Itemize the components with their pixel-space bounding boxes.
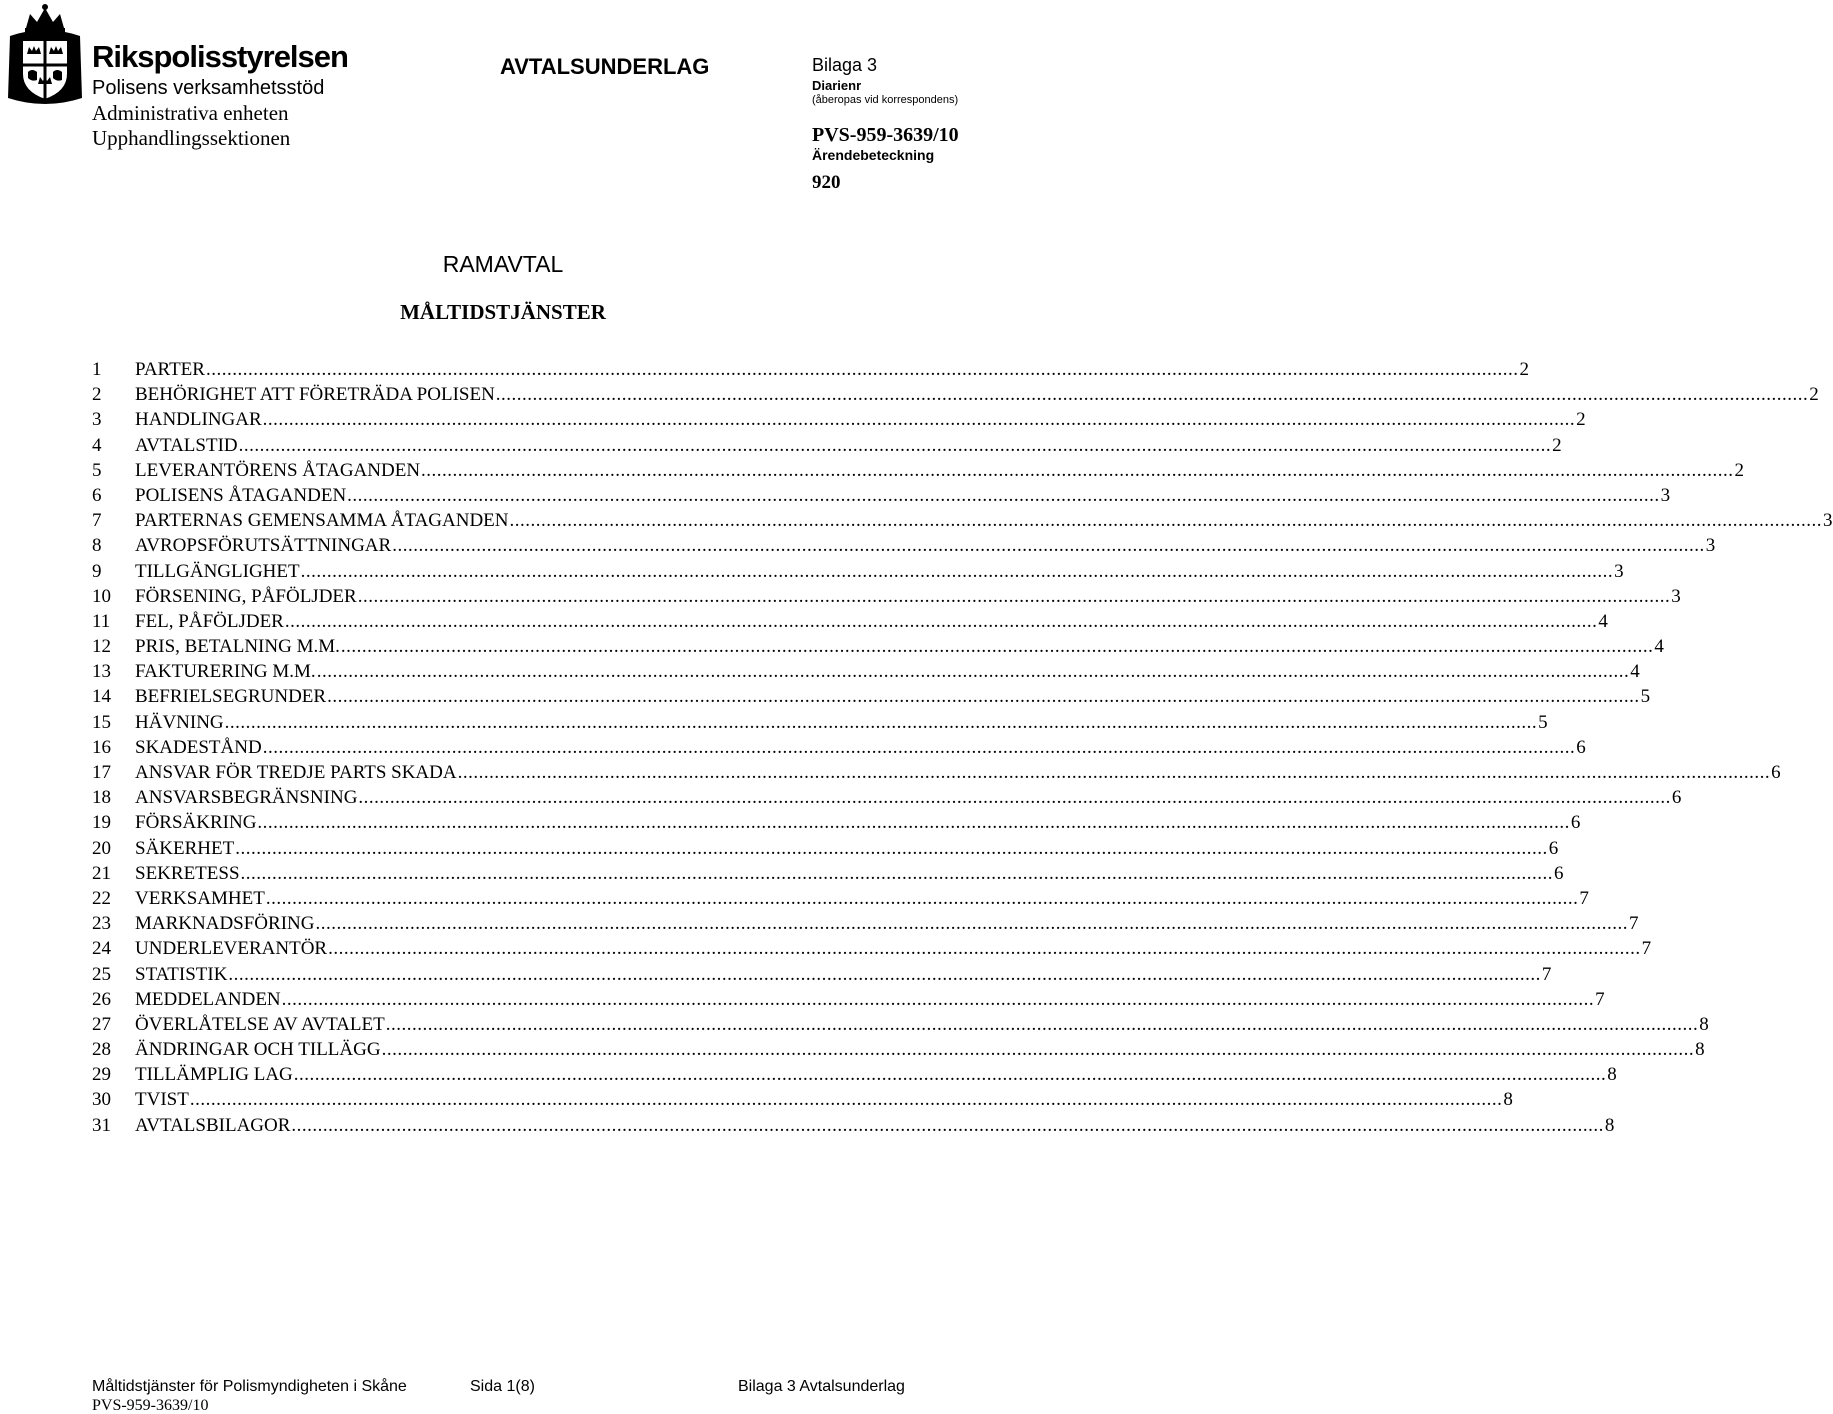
toc-entry-page: 3	[1614, 560, 1624, 582]
toc-entry[interactable]	[92, 836, 1559, 861]
toc-leader-dots: ..........................................................................................................................................................................................................................................................	[328, 938, 1641, 960]
toc-entry-page: 2	[1576, 409, 1586, 431]
toc-entry[interactable]	[92, 508, 1833, 533]
toc-leader-dots: ..........................................................................................................................................................................................................................................................	[238, 434, 1552, 456]
toc-entry-title: SÄKERHET	[135, 837, 235, 859]
toc-leader-dots: ..........................................................................................................................................................................................................................................................	[228, 963, 1541, 985]
toc-entry-number: 2	[92, 384, 102, 406]
page-subtitle: MÅLTIDSTJÄNSTER	[400, 300, 606, 324]
toc-entry-number: 10	[92, 585, 111, 607]
toc-entry-page: 2	[1734, 459, 1745, 481]
toc-leader-dots: ..........................................................................................................................................................................................................................................................	[457, 762, 1771, 783]
table-of-contents	[92, 357, 1833, 1138]
toc-entry-title: HÄVNING	[135, 711, 224, 733]
toc-leader-dots: ..........................................................................................................................................................................................................................................................	[281, 988, 1595, 1010]
toc-entry[interactable]	[92, 861, 1564, 886]
toc-entry-title: ÄNDRINGAR OCH TILLÄGG	[135, 1039, 381, 1061]
toc-entry-page: 6	[1671, 787, 1682, 809]
toc-entry-title: TILLGÄNGLIGHET	[135, 560, 300, 582]
toc-entry[interactable]	[92, 1062, 1617, 1087]
toc-entry[interactable]	[92, 936, 1652, 961]
toc-leader-dots: ..........................................................................................................................................................................................................................................................	[381, 1039, 1695, 1061]
toc-entry[interactable]	[92, 735, 1586, 760]
toc-entry[interactable]	[92, 634, 1664, 659]
toc-entry-number: 8	[92, 535, 102, 557]
toc-entry-title: AVROPSFÖRUTSÄTTNINGAR	[135, 535, 392, 557]
toc-entry[interactable]	[92, 710, 1548, 735]
toc-entry-title: PARTERNAS GEMENSAMMA ÅTAGANDEN	[135, 510, 509, 532]
toc-entry[interactable]	[92, 357, 1529, 382]
toc-entry-number: 14	[92, 686, 111, 708]
toc-leader-dots: ..........................................................................................................................................................................................................................................................	[327, 686, 1640, 708]
toc-entry[interactable]	[92, 433, 1562, 458]
toc-entry-title: AVTALSTID	[135, 434, 238, 456]
toc-leader-dots: ..........................................................................................................................................................................................................................................................	[291, 1114, 1604, 1136]
toc-entry-title: UNDERLEVERANTÖR	[135, 938, 328, 960]
toc-entry-number: 26	[92, 988, 111, 1010]
org-name: Rikspolisstyrelsen	[92, 39, 348, 74]
case-number: PVS-959-3639/10	[812, 124, 959, 146]
toc-leader-dots: ..........................................................................................................................................................................................................................................................	[189, 1089, 1503, 1111]
toc-leader-dots: ..........................................................................................................................................................................................................................................................	[284, 610, 1598, 632]
toc-leader-dots: ..........................................................................................................................................................................................................................................................	[340, 636, 1654, 658]
toc-leader-dots: ..........................................................................................................................................................................................................................................................	[262, 736, 1576, 758]
toc-leader-dots: ..........................................................................................................................................................................................................................................................	[205, 359, 1519, 380]
toc-entry-page: 3	[1705, 535, 1716, 557]
toc-entry-number: 4	[92, 434, 102, 456]
toc-entry-page: 7	[1541, 963, 1552, 985]
toc-entry[interactable]	[92, 684, 1651, 709]
toc-entry-page: 3	[1823, 510, 1833, 532]
toc-entry-title: MARKNADSFÖRING	[135, 913, 315, 935]
case-label: Ärendebeteckning	[812, 147, 935, 163]
toc-entry-title: ÖVERLÅTELSE AV AVTALET	[135, 1013, 385, 1035]
toc-entry-page: 6	[1548, 837, 1559, 859]
toc-entry-page: 4	[1654, 636, 1664, 658]
toc-entry-page: 8	[1607, 1064, 1617, 1086]
footer-reference: PVS-959-3639/10	[92, 1397, 209, 1414]
toc-leader-dots: ..........................................................................................................................................................................................................................................................	[509, 510, 1823, 532]
toc-entry[interactable]	[92, 483, 1671, 508]
toc-entry-number: 13	[92, 661, 111, 683]
toc-entry-title: TVIST	[135, 1089, 189, 1111]
toc-leader-dots: ..........................................................................................................................................................................................................................................................	[385, 1013, 1699, 1035]
toc-entry-title: VERKSAMHET	[135, 887, 265, 909]
toc-entry-title: AVTALSBILAGOR	[135, 1114, 291, 1136]
toc-entry-title: SKADESTÅND	[135, 736, 262, 758]
toc-entry-page: 4	[1598, 610, 1608, 632]
toc-leader-dots: ..........................................................................................................................................................................................................................................................	[421, 459, 1734, 481]
toc-entry-page: 8	[1699, 1013, 1709, 1035]
toc-entry[interactable]	[92, 407, 1586, 432]
toc-entry-title: PRIS, BETALNING M.M.	[135, 636, 340, 658]
coat-of-arms-icon	[4, 2, 86, 110]
toc-leader-dots: ..........................................................................................................................................................................................................................................................	[316, 661, 1630, 683]
toc-entry-number: 1	[92, 359, 102, 380]
toc-entry-page: 2	[1519, 359, 1529, 380]
toc-entry-page: 3	[1671, 585, 1681, 607]
toc-entry-number: 20	[92, 837, 111, 859]
toc-entry-page: 6	[1771, 762, 1781, 783]
toc-entry[interactable]	[92, 810, 1581, 835]
toc-entry[interactable]	[92, 911, 1639, 936]
toc-entry-page: 3	[1660, 484, 1671, 506]
toc-entry-number: 28	[92, 1039, 111, 1061]
toc-leader-dots: ..........................................................................................................................................................................................................................................................	[224, 711, 1538, 733]
toc-entry[interactable]	[92, 382, 1819, 407]
toc-entry-title: LEVERANTÖRENS ÅTAGANDEN	[135, 459, 421, 481]
footer-attachment: Bilaga 3 Avtalsunderlag	[738, 1378, 905, 1395]
toc-entry[interactable]	[92, 659, 1640, 684]
toc-leader-dots: ..........................................................................................................................................................................................................................................................	[257, 812, 1570, 834]
department-name: Administrativa enheten	[92, 101, 289, 125]
toc-leader-dots: ..........................................................................................................................................................................................................................................................	[347, 484, 1660, 506]
toc-entry-title: STATISTIK	[135, 963, 228, 985]
toc-entry-title: FAKTURERING M.M.	[135, 661, 316, 683]
toc-entry-title: SEKRETESS	[135, 862, 240, 884]
toc-entry[interactable]	[92, 962, 1552, 987]
toc-entry-number: 12	[92, 636, 111, 658]
toc-entry-title: ANSVARSBEGRÄNSNING	[135, 787, 358, 809]
toc-entry-title: BEFRIELSEGRUNDER	[135, 686, 327, 708]
footer-page-number: Sida 1(8)	[470, 1378, 535, 1395]
toc-entry-page: 8	[1604, 1114, 1615, 1136]
toc-entry-number: 11	[92, 610, 111, 632]
toc-entry[interactable]	[92, 1012, 1709, 1037]
toc-entry-number: 23	[92, 913, 111, 935]
toc-entry-number: 30	[92, 1089, 111, 1111]
toc-leader-dots: ..........................................................................................................................................................................................................................................................	[300, 560, 1614, 582]
toc-entry-number: 15	[92, 711, 111, 733]
toc-entry-number: 25	[92, 963, 111, 985]
toc-entry-number: 24	[92, 938, 111, 960]
toc-entry[interactable]	[92, 1113, 1615, 1138]
diarienr-note: (åberopas vid korrespondens)	[812, 94, 959, 106]
toc-entry-title: TILLÄMPLIG LAG	[135, 1064, 293, 1086]
toc-entry-number: 16	[92, 736, 111, 758]
toc-entry-number: 3	[92, 409, 102, 431]
toc-entry-page: 7	[1641, 938, 1652, 960]
toc-entry[interactable]	[92, 886, 1589, 911]
toc-entry-title: FÖRSÄKRING	[135, 812, 257, 834]
toc-entry-title: FEL, PÅFÖLJDER	[135, 610, 284, 632]
case-code: 920	[812, 172, 841, 193]
toc-entry[interactable]	[92, 1037, 1705, 1062]
toc-entry-page: 8	[1695, 1039, 1705, 1061]
attachment-label: Bilaga 3	[812, 55, 878, 75]
toc-entry-title: FÖRSENING, PÅFÖLJDER	[135, 585, 357, 607]
toc-entry-page: 5	[1640, 686, 1651, 708]
toc-entry-number: 31	[92, 1114, 111, 1136]
toc-entry-page: 4	[1630, 661, 1640, 683]
toc-entry-number: 18	[92, 787, 111, 809]
section-name: Upphandlingssektionen	[92, 126, 291, 150]
diarienr-label: Diarienr	[812, 78, 862, 93]
toc-entry[interactable]	[92, 609, 1608, 634]
toc-entry-page: 6	[1576, 736, 1586, 758]
toc-entry-number: 22	[92, 887, 111, 909]
toc-leader-dots: ..........................................................................................................................................................................................................................................................	[265, 887, 1579, 909]
toc-entry-number: 9	[92, 560, 102, 582]
toc-entry[interactable]	[92, 458, 1745, 483]
toc-entry-page: 2	[1809, 384, 1819, 406]
toc-entry-number: 7	[92, 510, 102, 532]
toc-entry-page: 7	[1595, 988, 1605, 1010]
toc-leader-dots: ..........................................................................................................................................................................................................................................................	[392, 535, 1705, 557]
toc-entry-number: 5	[92, 459, 102, 481]
toc-entry-page: 5	[1538, 711, 1548, 733]
toc-entry-page: 8	[1503, 1089, 1513, 1111]
toc-entry-title: MEDDELANDEN	[135, 988, 281, 1010]
toc-entry-title: PARTER	[135, 359, 205, 380]
toc-entry-page: 7	[1628, 913, 1639, 935]
toc-leader-dots: ..........................................................................................................................................................................................................................................................	[495, 384, 1809, 406]
toc-entry-number: 19	[92, 812, 111, 834]
toc-entry-number: 6	[92, 484, 102, 506]
toc-entry-number: 29	[92, 1064, 111, 1086]
toc-leader-dots: ..........................................................................................................................................................................................................................................................	[293, 1064, 1607, 1086]
toc-entry[interactable]	[92, 584, 1681, 609]
page-title: RAMAVTAL	[442, 251, 564, 277]
toc-entry[interactable]	[92, 760, 1781, 785]
toc-entry-title: BEHÖRIGHET ATT FÖRETRÄDA POLISEN	[135, 384, 495, 406]
toc-leader-dots: ..........................................................................................................................................................................................................................................................	[262, 409, 1576, 431]
toc-entry[interactable]	[92, 559, 1624, 584]
toc-entry-page: 6	[1554, 862, 1564, 884]
toc-entry[interactable]	[92, 533, 1716, 558]
toc-entry-title: HANDLINGAR	[135, 409, 262, 431]
toc-entry-number: 27	[92, 1013, 111, 1035]
toc-leader-dots: ..........................................................................................................................................................................................................................................................	[357, 585, 1671, 607]
toc-entry-title: POLISENS ÅTAGANDEN	[135, 484, 347, 506]
toc-entry-number: 17	[92, 762, 111, 783]
toc-entry-number: 21	[92, 862, 111, 884]
toc-leader-dots: ..........................................................................................................................................................................................................................................................	[240, 862, 1554, 884]
toc-entry-title: ANSVAR FÖR TREDJE PARTS SKADA	[135, 762, 457, 783]
toc-leader-dots: ..........................................................................................................................................................................................................................................................	[358, 787, 1671, 809]
toc-entry[interactable]	[92, 785, 1682, 810]
toc-entry-page: 7	[1579, 887, 1589, 909]
document-type: AVTALSUNDERLAG	[500, 54, 710, 79]
toc-entry[interactable]	[92, 987, 1605, 1012]
toc-entry-page: 6	[1570, 812, 1581, 834]
toc-leader-dots: ..........................................................................................................................................................................................................................................................	[315, 913, 1628, 935]
org-subtitle: Polisens verksamhetsstöd	[92, 77, 325, 99]
toc-entry[interactable]	[92, 1087, 1513, 1112]
toc-entry-page: 2	[1552, 434, 1562, 456]
toc-leader-dots: ..........................................................................................................................................................................................................................................................	[235, 837, 1548, 859]
footer-document-name: Måltidstjänster för Polismyndigheten i Skåne	[92, 1378, 407, 1395]
